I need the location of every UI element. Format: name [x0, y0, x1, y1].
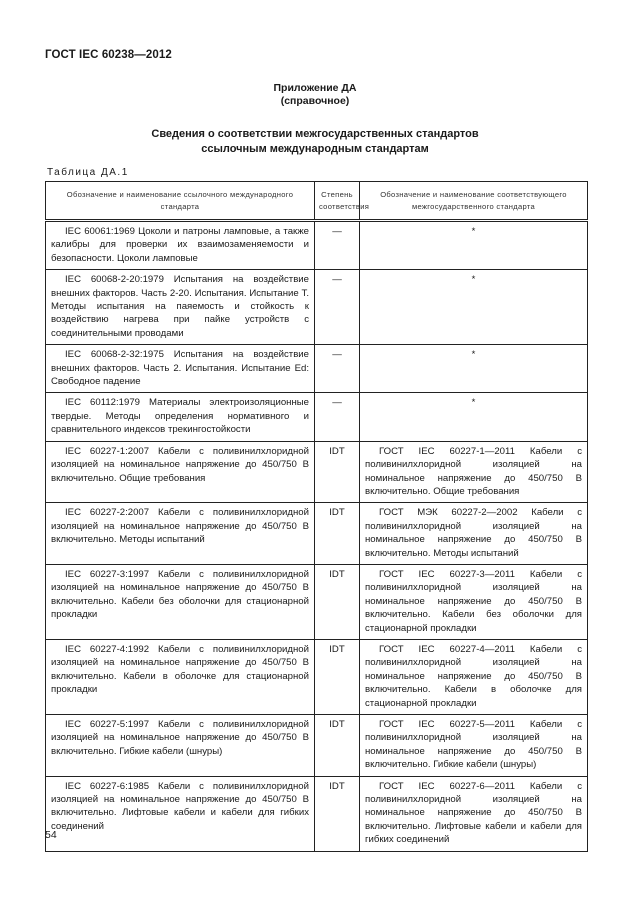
international-standard-cell: IEC 60227-5:1997 Кабели с поливинилхлоридной изоляцией на номинальное напряжение до 450/750 В включительно. Гибкие кабели (шнуры) [46, 715, 315, 777]
table-row [46, 221, 588, 270]
section-heading-line-1: Сведения о соответствии межгосударственных стандартов [151, 128, 479, 140]
national-standard-cell: ГОСТ IEC 60227-4—2011 Кабели с поливинилхлоридной изоляцией на номинальное напряжение до 450/750 В включительно. Кабели в оболочке для стационарной прокладки [360, 639, 588, 714]
table-row [46, 503, 588, 565]
table-row [46, 715, 588, 777]
table-row [46, 564, 588, 639]
national-standard-cell: * [360, 345, 588, 393]
table-row [46, 345, 588, 393]
degree-cell: — [315, 393, 360, 441]
national-standard-cell: * [360, 270, 588, 345]
header-national-standard: Обозначение и наименование соответствующего межгосударственного стандарта [360, 182, 588, 221]
table-row [46, 776, 588, 851]
table-header-row [46, 182, 588, 221]
international-standard-cell: IEC 60227-6:1985 Кабели с поливинилхлоридной изоляцией на номинальное напряжение до 450/750 В включительно. Лифтовые кабели и кабели для гибких соединений [46, 776, 315, 851]
national-standard-cell: ГОСТ IEC 60227-6—2011 Кабели с поливинилхлоридной изоляцией на номинальное напряжение до 450/750 В включительно. Лифтовые кабели и кабели для гибких соединений [360, 776, 588, 851]
degree-cell: IDT [315, 776, 360, 851]
appendix-subtitle: (справочное) [280, 95, 350, 107]
correspondence-table [45, 181, 588, 852]
international-standard-cell: IEC 60061:1969 Цоколи и патроны ламповые, а также калибры для проверки их взаимозаменяемости и безопасности. Цоколи ламповые [46, 221, 315, 270]
national-standard-cell: ГОСТ IEC 60227-1—2011 Кабели с поливинилхлоридной изоляцией на номинальное напряжение до 450/750 В включительно. Общие требования [360, 441, 588, 503]
degree-cell: IDT [315, 441, 360, 503]
table-row [46, 393, 588, 441]
header-degree-of-conformity: Степень соответствия [315, 182, 360, 221]
international-standard-cell: IEC 60227-4:1992 Кабели с поливинилхлоридной изоляцией на номинальное напряжение до 450/750 В включительно. Кабели в оболочке для стационарной прокладки [46, 639, 315, 714]
national-standard-cell: * [360, 221, 588, 270]
international-standard-cell: IEC 60227-1:2007 Кабели с поливинилхлоридной изоляцией на номинальное напряжение до 450/750 В включительно. Общие требования [46, 441, 315, 503]
international-standard-cell: IEC 60227-2:2007 Кабели с поливинилхлоридной изоляцией на номинальное напряжение до 450/750 В включительно. Методы испытаний [46, 503, 315, 565]
degree-cell: — [315, 345, 360, 393]
national-standard-cell: ГОСТ IEC 60227-3—2011 Кабели с поливинилхлоридной изоляцией на номинальное напряжение до 450/750 В включительно. Кабели без оболочки для стационарной прокладки [360, 564, 588, 639]
degree-cell: IDT [315, 564, 360, 639]
degree-cell: IDT [315, 639, 360, 714]
degree-cell: IDT [315, 503, 360, 565]
degree-cell: IDT [315, 715, 360, 777]
international-standard-cell: IEC 60068-2-20:1979 Испытания на воздействие внешних факторов. Часть 2-20. Испытания. Испытание Т. Методы испытания на паяемость и стойкость к воздействию нагрева при пайке устройств с соединительными проводами [46, 270, 315, 345]
table-label: Таблица ДА.1 [47, 167, 129, 178]
national-standard-cell: * [360, 393, 588, 441]
page-number: 54 [45, 829, 57, 841]
section-heading-line-2: ссылочным международным стандартам [201, 143, 429, 155]
header-international-standard: Обозначение и наименование ссылочного международного стандарта [46, 182, 315, 221]
table-row [46, 270, 588, 345]
international-standard-cell: IEC 60068-2-32:1975 Испытания на воздействие внешних факторов. Часть 2. Испытания. Испытание Ed: Свободное падение [46, 345, 315, 393]
table-body [46, 221, 588, 852]
degree-cell: — [315, 221, 360, 270]
table-row [46, 441, 588, 503]
table-row [46, 639, 588, 714]
international-standard-cell: IEC 60227-3:1997 Кабели с поливинилхлоридной изоляцией на номинальное напряжение до 450/750 В включительно. Кабели без оболочки для стационарной прокладки [46, 564, 315, 639]
national-standard-cell: ГОСТ IEC 60227-5—2011 Кабели с поливинилхлоридной изоляцией на номинальное напряжение до 450/750 В включительно. Гибкие кабели (шнуры) [360, 715, 588, 777]
document-id-header: ГОСТ IEC 60238—2012 [45, 49, 172, 61]
national-standard-cell: ГОСТ МЭК 60227-2—2002 Кабели с поливинилхлоридной изоляцией на номинальное напряжение до 450/750 В включительно. Методы испытаний [360, 503, 588, 565]
international-standard-cell: IEC 60112:1979 Материалы электроизоляционные твердые. Методы определения нормативного и сравнительного индексов трекингостойкости [46, 393, 315, 441]
degree-cell: — [315, 270, 360, 345]
appendix-title: Приложение ДА [273, 82, 357, 94]
